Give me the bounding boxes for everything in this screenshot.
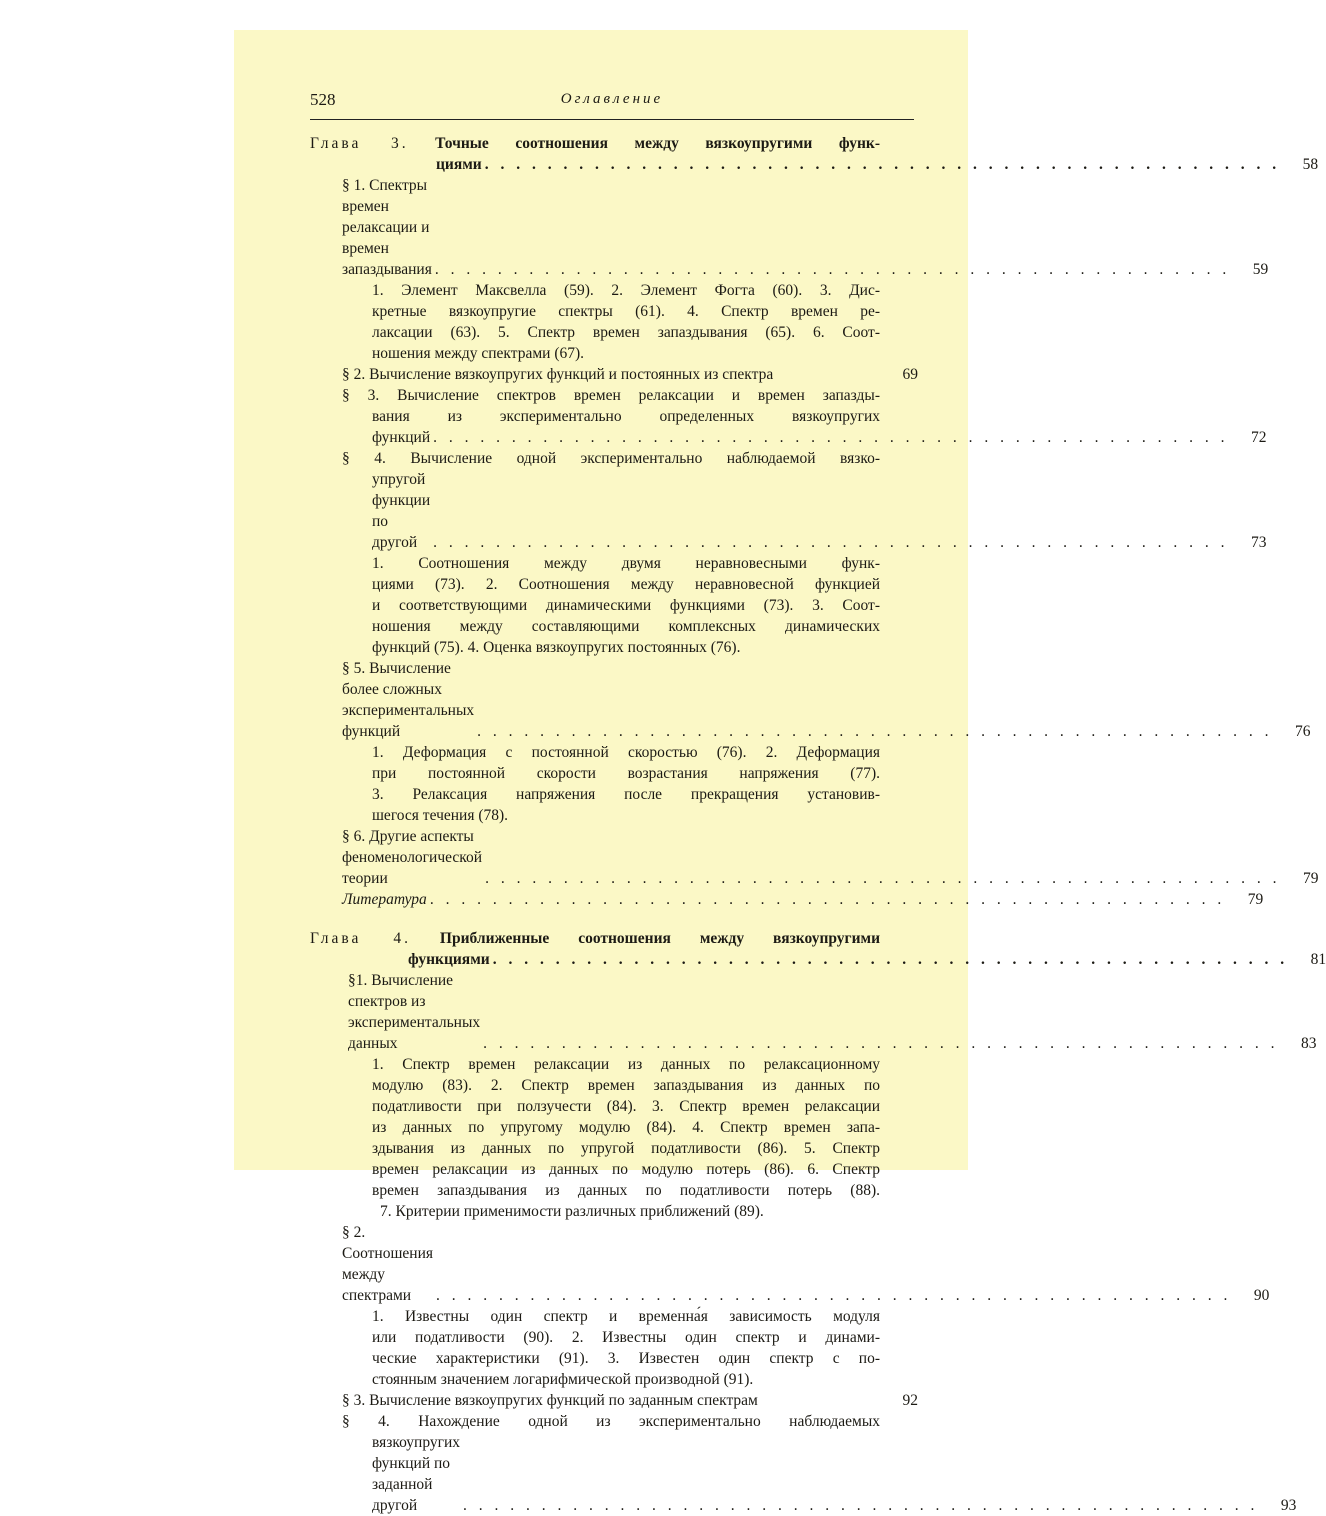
header-rule xyxy=(310,119,914,120)
chapter-3-page: 58 xyxy=(1302,156,1319,173)
ch4-section-1: §1. Вычисление спектров из экспериментальных данных . . . . . . . . . . . . . . . . . . . . . . . . . . . . . . . . . . . . . . . . . . . . . . . . . . . 83 xyxy=(348,972,1317,1052)
ch4-section-3: § 3. Вычисление вязкоупругих функций по заданным спектрам 92 xyxy=(342,1392,918,1409)
ch3-section-5: § 5. Вычисление более сложных экспериментальных функций . . . . . . . . . . . . . . . . . . . . . . . . . . . . . . . . . . . . . . . . . . . . . . . . . . . 76 xyxy=(342,660,1311,740)
ch3-section-1: § 1. Спектры времен релаксации и времен запаздывания . . . . . . . . . . . . . . . . . . . . . . . . . . . . . . . . . . . . . . . . . . . . . . . . . . . 59 xyxy=(342,177,1269,278)
page-header xyxy=(310,90,914,120)
ch4-section-4: § 4. Нахождение одной из экспериментально наблюдаемых вязкоупругих функций по заданной другой . . . . . . . . . . . . . . . . . . . . . . . . . . . . . . . . . . . . . . . . . . . . . . . . . . . 93 xyxy=(342,1413,1297,1514)
chapter-3-heading-end: циями . . . . . . . . . . . . . . . . . . . . . . . . . . . . . . . . . . . . . . . . . . . . . . . . . . . 58 xyxy=(436,156,1319,173)
chapter-4-page: 81 xyxy=(1310,951,1326,968)
ch3-literature: Литература . . . . . . . . . . . . . . . . . . . . . . . . . . . . . . . . . . . . . . . . . . . . . . . . . . . 79 xyxy=(342,891,1264,908)
ch3-section-4-subitems: 1. Соотношения между двумя неравновесными функ- циями (73). 2. Соотношения между неравновесной функцией и соответствующими динамическими функциями (73). 3. Соот- ношения между составляющими комплексных динамических функций (75). 4. Оценка вязкоупругих постоянных (76). xyxy=(372,555,880,656)
chapter-4-heading: Глава 4. Приближенные соотношения между вязкоупругими xyxy=(310,930,880,947)
page-number: 528 xyxy=(310,90,336,109)
ch3-section-1-subitems: 1. Элемент Максвелла (59). 2. Элемент Фогта (60). 3. Дис- кретные вязкоупругие спектры (61). 4. Спектр времен ре- лаксации (63). 5. Спектр времен запаздывания (65). 6. Соот- ношения между спектрами (67). xyxy=(372,282,880,362)
chapter-4-heading-end: функциями . . . . . . . . . . . . . . . . . . . . . . . . . . . . . . . . . . . . . . . . . . . . . . . . . . . 81 xyxy=(408,951,1326,968)
ch3-section-2: § 2. Вычисление вязкоупругих функций и постоянных из спектра 69 xyxy=(342,366,918,383)
running-title: Оглавление xyxy=(560,91,664,107)
ch4-section-2-subitems: 1. Известны один спектр и временна́я зависимость модуля или податливости (90). 2. Известны один спектр и динами- ческие характеристики (91). 3. Известен один спектр с по- стоянным значением логарифмической производной (91). xyxy=(372,1308,880,1388)
ch3-section-5-subitems: 1. Деформация с постоянной скоростью (76). 2. Деформация при постоянной скорости возрастания напряжения (77). 3. Релаксация напряжения после прекращения установив- шегося течения (78). xyxy=(372,744,880,824)
ch3-section-4: § 4. Вычисление одной экспериментально наблюдаемой вязко- упругой функции по другой . . . . . . . . . . . . . . . . . . . . . . . . . . . . . . . . . . . . . . . . . . . . . . . . . . . 73 xyxy=(342,450,1267,551)
chapter-3-heading: Глава 3. Точные соотношения между вязкоупругими функ- xyxy=(310,135,880,152)
ch4-section-1-subitems: 1. Спектр времен релаксации из данных по релаксационному модулю (83). 2. Спектр времен запаздывания из данных по податливости при ползучести (84). 3. Спектр времен релаксации из данных по упругому модулю (84). 4. Спектр времен запа- здывания из данных по упругой податливости (86). 5. Спектр времен релаксации из данных по модулю потерь (86). 6. Спектр времен запаздывания из данных по податливости потерь (88). 7. Критерии применимости различных приближений (89). xyxy=(372,1056,880,1220)
ch4-section-2: § 2. Соотношения между спектрами . . . . . . . . . . . . . . . . . . . . . . . . . . . . . . . . . . . . . . . . . . . . . . . . . . . 90 xyxy=(342,1224,1270,1304)
ch3-section-3: § 3. Вычисление спектров времен релаксации и времен запазды- вания из экспериментально определенных вязкоупругих функций . . . . . . . . . . . . . . . . . . . . . . . . . . . . . . . . . . . . . . . . . . . . . . . . . . . 72 xyxy=(342,387,1267,446)
table-of-contents xyxy=(310,133,1326,1516)
ch3-section-6: § 6. Другие аспекты феноменологической теории . . . . . . . . . . . . . . . . . . . . . . . . . . . . . . . . . . . . . . . . . . . . . . . . . . . 79 xyxy=(342,828,1319,887)
book-page xyxy=(234,30,1326,1514)
